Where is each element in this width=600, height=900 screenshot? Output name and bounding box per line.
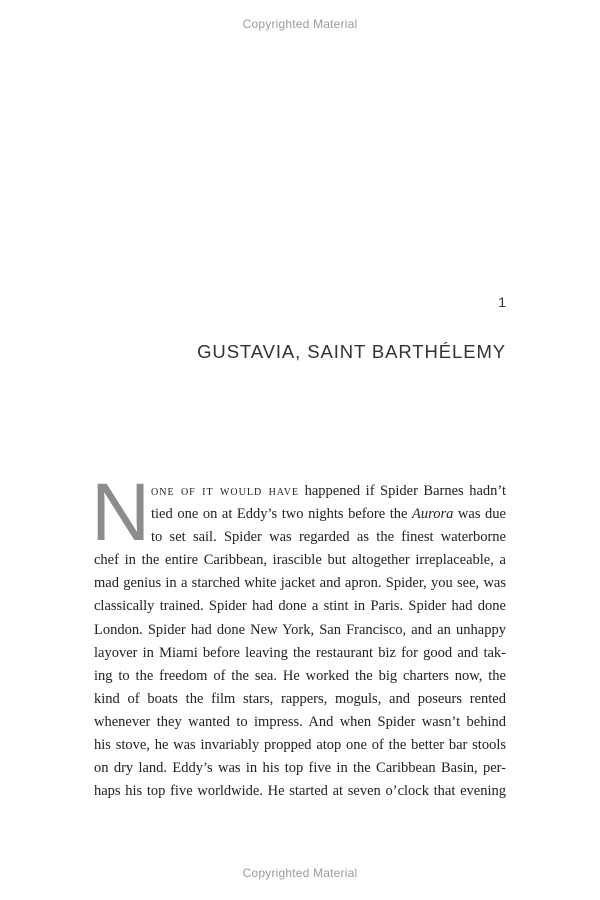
opening-smallcaps: one of it would have (151, 484, 300, 499)
book-title-italic: Aurora (412, 506, 454, 523)
text-line: his stove, he was invariably propped atop one of the better bar stools (94, 737, 506, 754)
drop-cap: N (91, 467, 151, 558)
chapter-number: 1 (498, 294, 506, 310)
text-line: kind of boats the film stars, rappers, moguls, and poseurs rented (94, 690, 506, 707)
text-line: haps his top five worldwide. He started at seven o’clock that evening (94, 783, 506, 800)
text-line: ing to the freedom of the sea. He worked the big charters now, the (94, 667, 506, 684)
chapter-body-text (91, 467, 506, 803)
line-2-before: tied one on at Eddy’s two nights before the (151, 506, 412, 523)
text-line: whenever they wanted to impress. And when Spider wasn’t behind (94, 713, 506, 730)
text-line: mad genius in a starched white jacket and apron. Spider, you see, was (94, 575, 506, 592)
copyright-watermark-bottom: Copyrighted Material (242, 866, 358, 880)
text-line: London. Spider had done New York, San Francisco, and an unhappy (94, 621, 506, 638)
text-line-3: to set sail. Spider was regarded as the finest waterborne (151, 529, 506, 546)
copyright-watermark-top: Copyrighted Material (242, 17, 358, 31)
text-line: classically trained. Spider had done a stint in Paris. Spider had done (94, 598, 506, 615)
text-line: layover in Miami before leaving the restaurant biz for good and tak- (94, 644, 506, 661)
text-line: chef in the entire Caribbean, irascible but altogether irreplaceable, a (94, 552, 506, 569)
opening-rest: happened if Spider Barnes hadn’t (299, 483, 506, 499)
text-line-1 (94, 480, 506, 503)
chapter-title: GUSTAVIA, SAINT BARTHÉLEMY (197, 341, 506, 362)
text-line-2 (94, 503, 506, 526)
line-2-after: was due (453, 506, 506, 523)
text-line: on dry land. Eddy’s was in his top five in the Caribbean Basin, per- (94, 760, 506, 777)
